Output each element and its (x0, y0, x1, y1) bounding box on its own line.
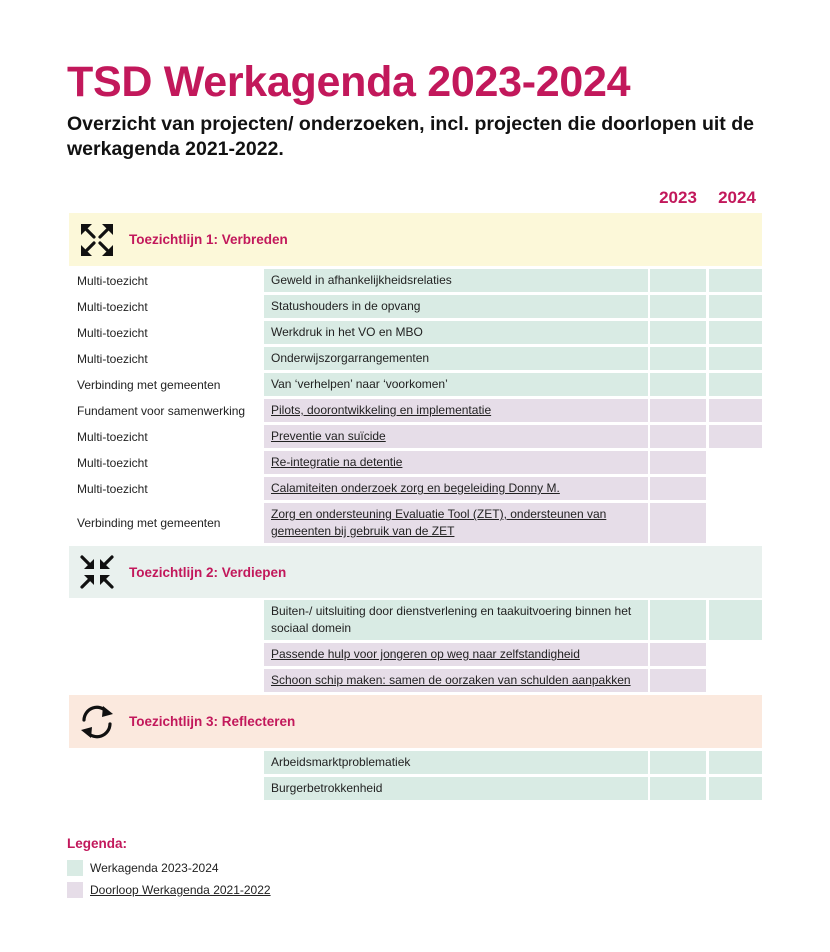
row-project: Onderwijszorgarrangementen (264, 347, 648, 370)
legend-label: Werkagenda 2023-2024 (90, 861, 219, 875)
refresh-cycle-icon (77, 702, 117, 742)
table-row (69, 269, 762, 292)
year-cell-2024 (709, 425, 762, 448)
year-cell-2023 (650, 503, 706, 543)
year-header-2024: 2024 (718, 188, 756, 207)
table-row (69, 643, 762, 666)
row-project-link[interactable]: Preventie van suïcide (264, 425, 648, 448)
table-row (69, 451, 762, 474)
table-row (69, 321, 762, 344)
page-title: TSD Werkagenda 2023-2024 (67, 58, 631, 106)
compress-arrows-icon (77, 552, 117, 592)
section-band-reflecteren (69, 695, 762, 748)
legend-swatch-purple (67, 882, 83, 898)
legend-title: Legenda: (67, 836, 128, 851)
year-cell-2024 (709, 373, 762, 396)
year-cell-2024 (709, 777, 762, 800)
table-row (69, 399, 762, 422)
row-category: Multi-toezicht (77, 299, 148, 314)
row-category: Verbinding met gemeenten (77, 516, 221, 530)
year-cell-2023 (650, 751, 706, 774)
section-label: Toezichtlijn 1: Verbreden (129, 232, 288, 247)
year-cell-2023 (650, 347, 706, 370)
year-cell-2023 (650, 269, 706, 292)
year-cell-2024 (709, 269, 762, 292)
table-row (69, 477, 762, 500)
year-cell-2024 (709, 347, 762, 370)
row-project-link[interactable]: Schoon schip maken: samen de oorzaken van schulden aanpakken (264, 669, 648, 692)
row-category: Multi-toezicht (77, 351, 148, 366)
year-cell-2023 (650, 643, 706, 666)
row-project: Van ‘verhelpen’ naar ‘voorkomen’ (264, 373, 648, 396)
table-row (69, 373, 762, 396)
legend-swatch-green (67, 860, 83, 876)
table-row (69, 600, 762, 640)
table-row (69, 669, 762, 692)
row-project-link[interactable]: Pilots, doorontwikkeling en implementatie (264, 399, 648, 422)
row-project: Statushouders in de opvang (264, 295, 648, 318)
row-project: Geweld in afhankelijkheidsrelaties (264, 269, 648, 292)
section-band-verbreden (69, 213, 762, 266)
section-label: Toezichtlijn 2: Verdiepen (129, 564, 287, 580)
table-row (69, 777, 762, 800)
row-project: Burgerbetrokkenheid (264, 777, 648, 800)
row-project-link[interactable]: Calamiteiten onderzoek zorg en begeleiding Donny M. (264, 477, 648, 500)
year-cell-2024 (709, 295, 762, 318)
row-category: Verbinding met gemeenten (77, 377, 221, 392)
row-project: Buiten-/ uitsluiting door dienstverlening en taakuitvoering binnen het sociaal domein (264, 600, 648, 640)
row-category: Multi-toezicht (77, 273, 148, 288)
table-row (69, 751, 762, 774)
row-project: Werkdruk in het VO en MBO (264, 321, 648, 344)
legend-label-link[interactable]: Doorloop Werkagenda 2021-2022 (90, 883, 271, 897)
row-category: Multi-toezicht (77, 455, 148, 470)
table-row (69, 347, 762, 370)
row-project-link[interactable]: Zorg en ondersteuning Evaluatie Tool (ZET), ondersteunen van gemeenten bij gebruik van de ZET (264, 503, 648, 543)
year-cell-2024 (709, 751, 762, 774)
section-band-verdiepen (69, 546, 762, 598)
expand-arrows-icon (77, 220, 117, 260)
year-cell-2023 (650, 451, 706, 474)
table-row (69, 425, 762, 448)
year-header-2023: 2023 (659, 188, 697, 207)
legend-item-werkagenda (67, 860, 219, 876)
year-cell-2023 (650, 777, 706, 800)
table-row (69, 295, 762, 318)
year-cell-2023 (650, 600, 706, 640)
row-category: Multi-toezicht (77, 481, 148, 496)
page-subtitle: Overzicht van projecten/ onderzoeken, incl. projecten die doorlopen uit de werkagenda 2021-2022. (67, 113, 754, 160)
year-cell-2023 (650, 321, 706, 344)
table-row (69, 503, 762, 543)
row-project-link[interactable]: Re-integratie na detentie (264, 451, 648, 474)
year-cell-2023 (650, 399, 706, 422)
row-project-link[interactable]: Passende hulp voor jongeren op weg naar zelfstandigheid (264, 643, 648, 666)
row-category: Multi-toezicht (77, 429, 148, 444)
year-cell-2023 (650, 295, 706, 318)
row-category: Fundament voor samenwerking (77, 403, 246, 418)
year-cell-2024 (709, 600, 762, 640)
legend-item-doorloop[interactable] (67, 882, 271, 898)
year-cell-2023 (650, 669, 706, 692)
year-cell-2023 (650, 477, 706, 500)
year-cell-2024 (709, 321, 762, 344)
year-cell-2024 (709, 399, 762, 422)
row-category: Multi-toezicht (77, 325, 148, 340)
section-label: Toezichtlijn 3: Reflecteren (129, 714, 296, 729)
year-cell-2023 (650, 373, 706, 396)
year-cell-2023 (650, 425, 706, 448)
row-project: Arbeidsmarktproblematiek (264, 751, 648, 774)
